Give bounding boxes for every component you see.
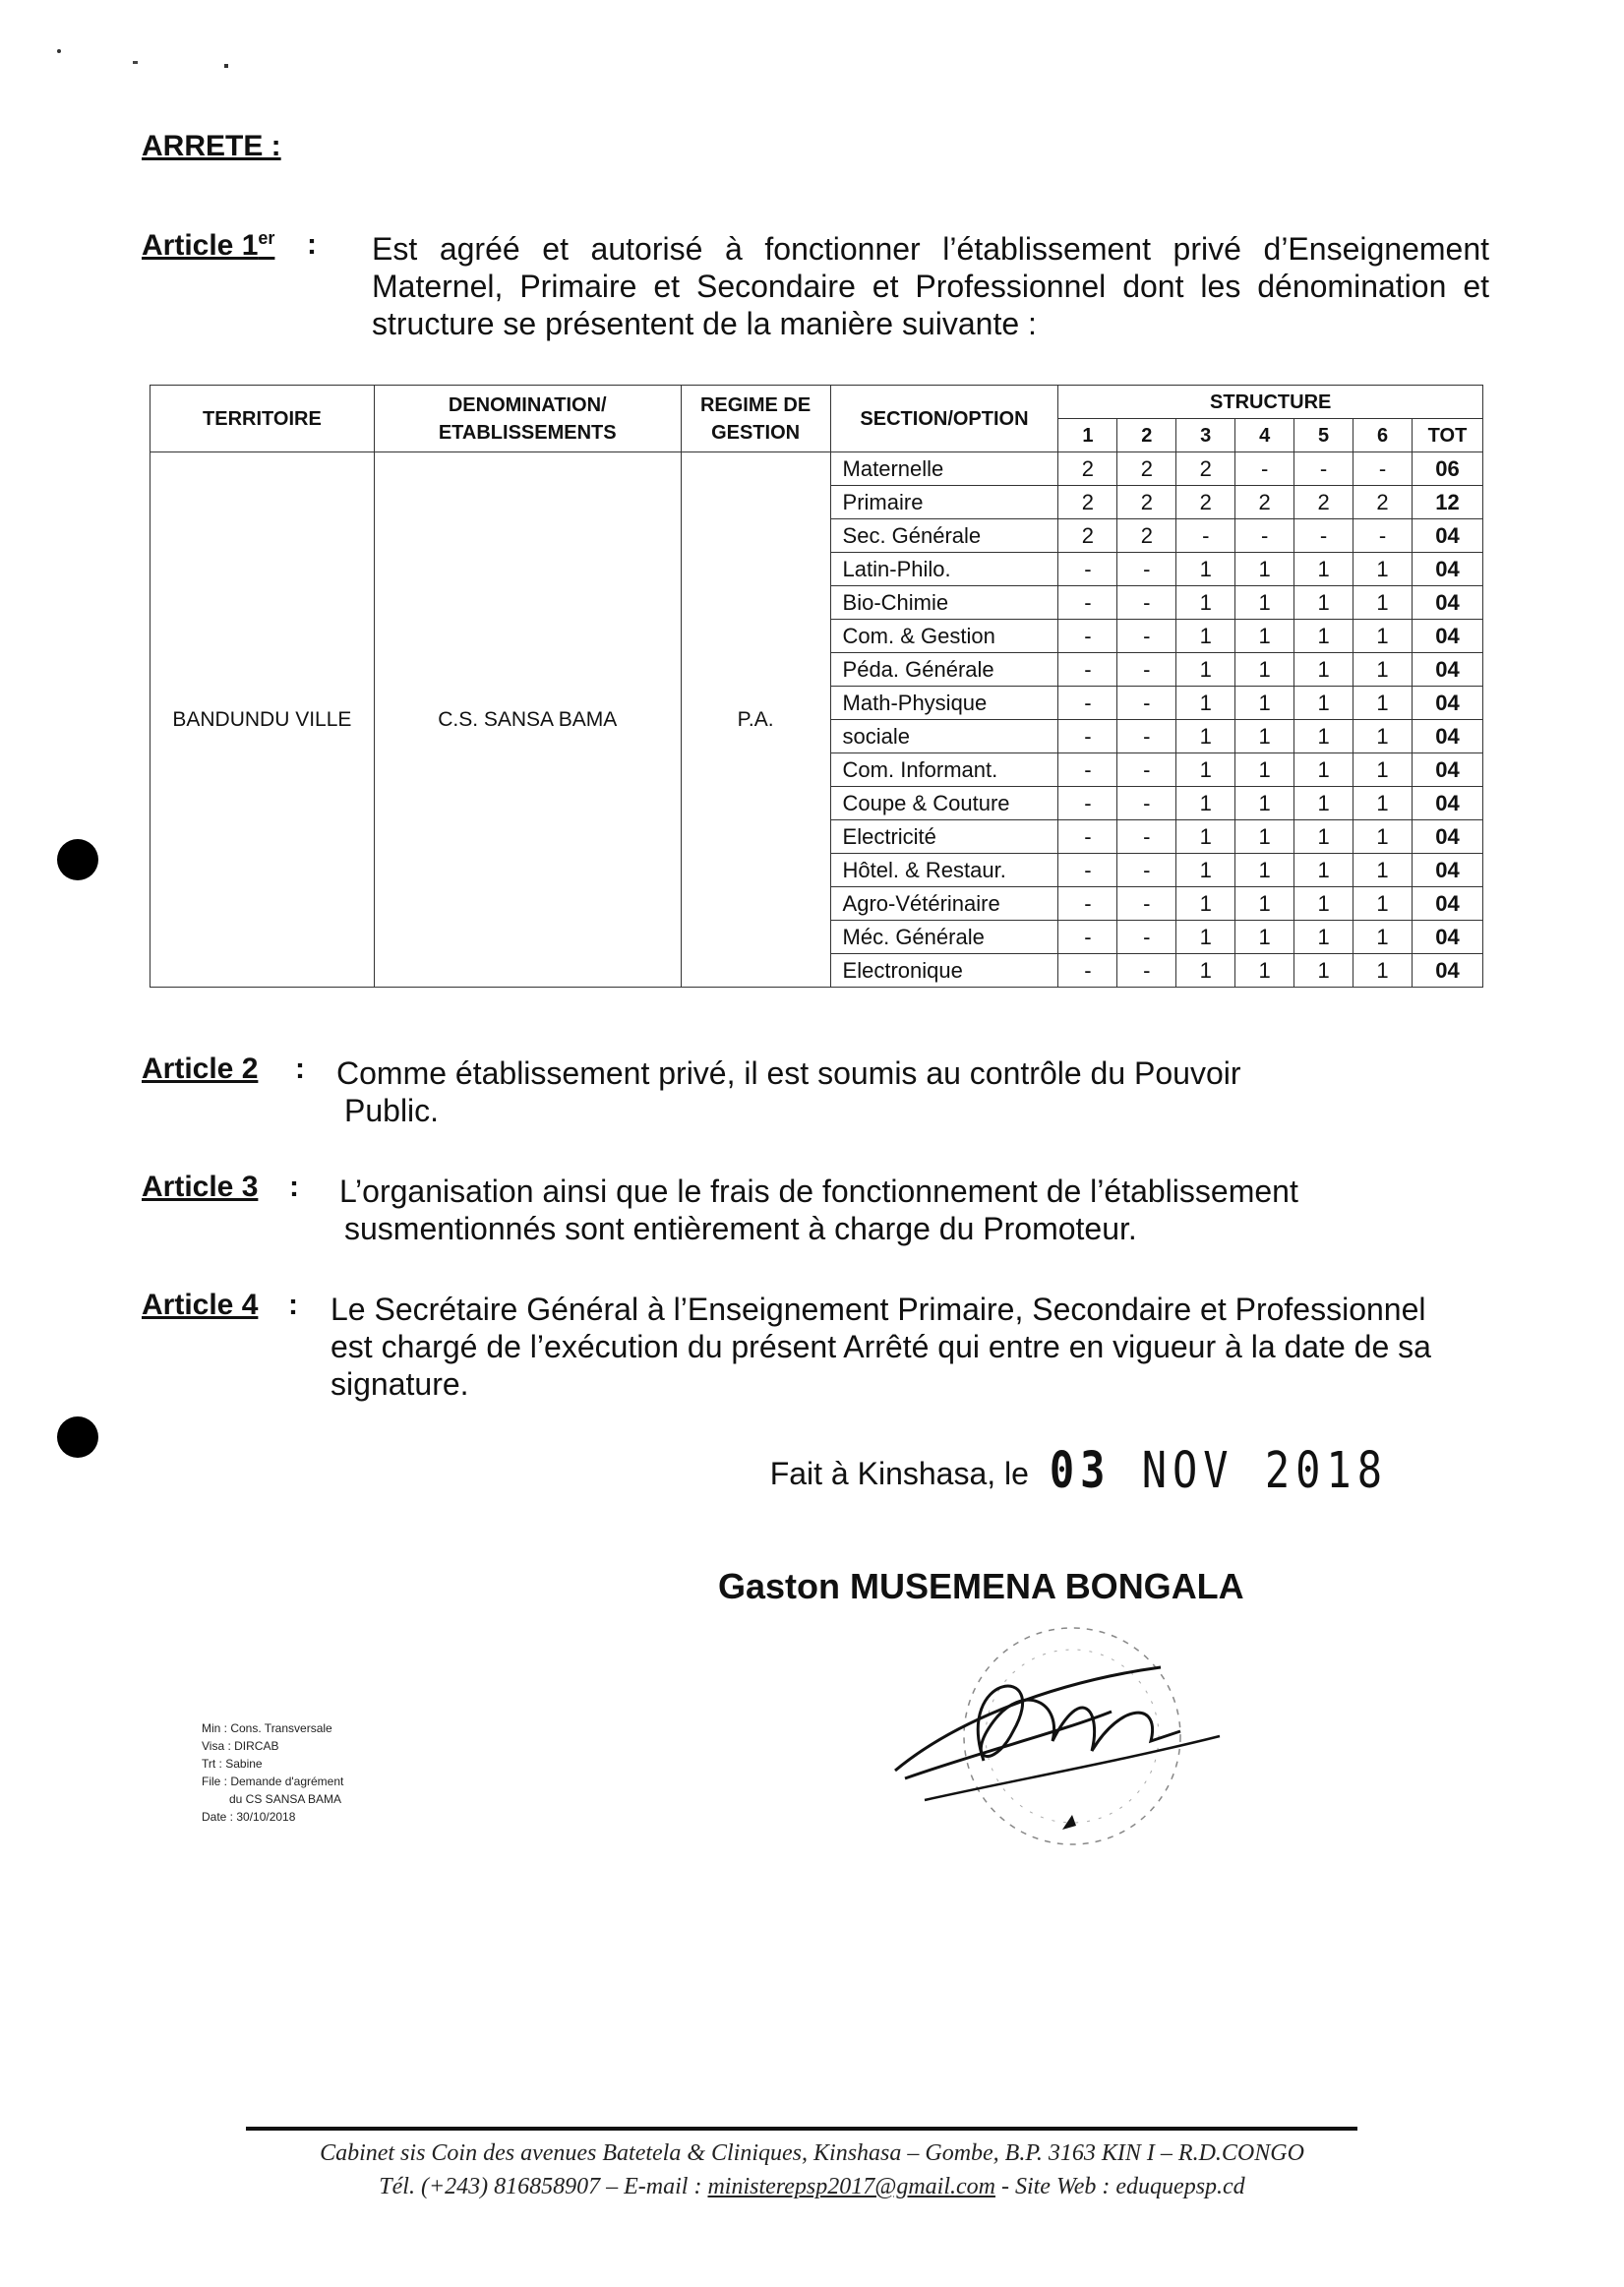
section-cell: Agro-Vétérinaire xyxy=(830,887,1058,921)
total-cell: 04 xyxy=(1412,586,1482,620)
total-cell: 04 xyxy=(1412,553,1482,586)
ref-file: File : Demande d'agrément xyxy=(202,1775,344,1788)
structure-cell: 1 xyxy=(1294,653,1353,687)
structure-cell: - xyxy=(1058,887,1117,921)
structure-cell: 2 xyxy=(1176,486,1235,519)
total-cell: 04 xyxy=(1412,653,1482,687)
structure-cell: 1 xyxy=(1294,820,1353,854)
header-territoire: TERRITOIRE xyxy=(150,386,375,452)
ref-date: Date : 30/10/2018 xyxy=(202,1810,296,1824)
section-cell: Sec. Générale xyxy=(830,519,1058,553)
section-cell: Coupe & Couture xyxy=(830,787,1058,820)
article-3-line: L’organisation ainsi que le frais de fonctionnement de l’établissement xyxy=(339,1174,1298,1209)
table-row xyxy=(150,452,1483,486)
structure-cell: 1 xyxy=(1235,954,1294,988)
structure-cell: - xyxy=(1117,586,1176,620)
structure-cell: 1 xyxy=(1235,687,1294,720)
header-structure: STRUCTURE xyxy=(1058,386,1483,419)
section-cell: Hôtel. & Restaur. xyxy=(830,854,1058,887)
structure-cell: 1 xyxy=(1235,620,1294,653)
total-cell: 04 xyxy=(1412,687,1482,720)
section-cell: Primaire xyxy=(830,486,1058,519)
structure-cell: 1 xyxy=(1294,854,1353,887)
structure-cell: 1 xyxy=(1176,653,1235,687)
structure-cell: - xyxy=(1117,787,1176,820)
structure-cell: 1 xyxy=(1176,887,1235,921)
structure-cell: 2 xyxy=(1353,486,1413,519)
section-cell: Latin-Philo. xyxy=(830,553,1058,586)
structure-cell: 1 xyxy=(1294,753,1353,787)
header-section: SECTION/OPTION xyxy=(830,386,1058,452)
structure-cell: 1 xyxy=(1353,620,1413,653)
date-stamp: 03 NOV 2018 xyxy=(1049,1441,1388,1499)
structure-cell: 1 xyxy=(1235,653,1294,687)
footer-contact: Tél. (+243) 816858907 – E-mail : ministerepsp2017@gmail.com - Site Web : eduquepsp.cd xyxy=(379,2174,1245,2199)
total-cell: 04 xyxy=(1412,820,1482,854)
total-cell: 04 xyxy=(1412,753,1482,787)
structure-cell: - xyxy=(1117,887,1176,921)
structure-cell: 1 xyxy=(1294,687,1353,720)
structure-cell: - xyxy=(1117,620,1176,653)
structure-cell: - xyxy=(1117,954,1176,988)
article-3-line: susmentionnés sont entièrement à charge du Promoteur. xyxy=(344,1211,1137,1246)
article-1-colon: : xyxy=(307,228,317,261)
structure-cell: 1 xyxy=(1353,720,1413,753)
structure-cell: - xyxy=(1353,519,1413,553)
structure-cell: 1 xyxy=(1235,787,1294,820)
article-4-colon: : xyxy=(288,1289,298,1321)
structure-cell: - xyxy=(1117,687,1176,720)
structure-cell: 1 xyxy=(1353,820,1413,854)
structure-cell: - xyxy=(1058,620,1117,653)
footer-email[interactable]: ministerepsp2017@gmail.com xyxy=(707,2174,995,2199)
structure-cell: 1 xyxy=(1235,553,1294,586)
structure-cell: - xyxy=(1117,653,1176,687)
structure-cell: - xyxy=(1058,854,1117,887)
structure-cell: 2 xyxy=(1117,452,1176,486)
place-date xyxy=(769,1441,1388,1499)
article-1-text: Est agréé et autorisé à fonctionner l’établissement privé d’Enseignement Maternel, Primaire et Secondaire et Professionnel dont les dénomination et structure se présentent de la manière suivante : xyxy=(372,231,1489,341)
footer-rule xyxy=(246,2127,1357,2131)
structure-cell: 1 xyxy=(1176,854,1235,887)
total-cell: 04 xyxy=(1412,519,1482,553)
total-cell: 04 xyxy=(1412,720,1482,753)
header-regime: REGIME DE GESTION xyxy=(681,386,830,452)
structure-cell: - xyxy=(1235,452,1294,486)
header-col: 4 xyxy=(1235,419,1294,452)
structure-cell: 2 xyxy=(1294,486,1353,519)
structure-cell: - xyxy=(1117,753,1176,787)
section-cell: Bio-Chimie xyxy=(830,586,1058,620)
structure-cell: - xyxy=(1353,452,1413,486)
structure-cell: 1 xyxy=(1353,921,1413,954)
article-4-line: est chargé de l’exécution du présent Arrêté qui entre en vigueur à la date de sa xyxy=(331,1329,1431,1364)
header-col: 6 xyxy=(1353,419,1413,452)
punch-hole xyxy=(57,1416,98,1458)
structure-cell: 1 xyxy=(1353,653,1413,687)
structure-cell: - xyxy=(1117,921,1176,954)
section-cell: Com. & Gestion xyxy=(830,620,1058,653)
structure-cell: 1 xyxy=(1176,921,1235,954)
structure-cell: 1 xyxy=(1176,954,1235,988)
signer-name: Gaston MUSEMENA BONGALA xyxy=(718,1566,1244,1606)
structure-cell: - xyxy=(1058,954,1117,988)
structure-cell: 1 xyxy=(1294,620,1353,653)
total-cell: 04 xyxy=(1412,787,1482,820)
structure-cell: - xyxy=(1235,519,1294,553)
section-cell: Maternelle xyxy=(830,452,1058,486)
signature-seal xyxy=(866,1613,1279,1869)
structure-cell: - xyxy=(1176,519,1235,553)
header-col: 2 xyxy=(1117,419,1176,452)
ref-trt: Trt : Sabine xyxy=(202,1757,263,1771)
structure-cell: 1 xyxy=(1353,687,1413,720)
structure-cell: 1 xyxy=(1353,553,1413,586)
structure-cell: - xyxy=(1058,820,1117,854)
header-denomination: DENOMINATION/ ETABLISSEMENTS xyxy=(374,386,681,452)
article-3-colon: : xyxy=(289,1171,299,1203)
structure-cell: - xyxy=(1058,921,1117,954)
structure-cell: 1 xyxy=(1294,720,1353,753)
structure-cell: 2 xyxy=(1058,486,1117,519)
structure-cell: 1 xyxy=(1294,954,1353,988)
territoire-cell: BANDUNDU VILLE xyxy=(150,452,375,988)
structure-cell: 2 xyxy=(1176,452,1235,486)
total-cell: 04 xyxy=(1412,887,1482,921)
structure-cell: 1 xyxy=(1176,753,1235,787)
section-cell: Electronique xyxy=(830,954,1058,988)
structure-cell: 1 xyxy=(1235,753,1294,787)
reference-block xyxy=(202,1719,343,1826)
section-cell: Com. Informant. xyxy=(830,753,1058,787)
section-cell: Méc. Générale xyxy=(830,921,1058,954)
structure-cell: 1 xyxy=(1294,887,1353,921)
article-2-line: Public. xyxy=(344,1093,440,1128)
structure-cell: - xyxy=(1058,553,1117,586)
structure-cell: 1 xyxy=(1176,820,1235,854)
structure-cell: 1 xyxy=(1353,787,1413,820)
regime-cell: P.A. xyxy=(681,452,830,988)
total-cell: 04 xyxy=(1412,854,1482,887)
place-text: Fait à Kinshasa, le xyxy=(769,1456,1029,1491)
structure-cell: - xyxy=(1058,753,1117,787)
header-col: 5 xyxy=(1294,419,1353,452)
structure-cell: 1 xyxy=(1235,921,1294,954)
structure-cell: - xyxy=(1058,787,1117,820)
structure-cell: - xyxy=(1117,854,1176,887)
article-4-line: signature. xyxy=(331,1366,469,1402)
article-2-label: Article 2 xyxy=(142,1053,259,1085)
section-cell: Electricité xyxy=(830,820,1058,854)
total-cell: 04 xyxy=(1412,620,1482,653)
header-col: TOT xyxy=(1412,419,1482,452)
structure-table xyxy=(150,385,1483,988)
structure-cell: - xyxy=(1117,820,1176,854)
section-cell: Math-Physique xyxy=(830,687,1058,720)
structure-cell: 1 xyxy=(1294,553,1353,586)
article-1-label: Article 1er xyxy=(142,228,275,262)
scan-speck xyxy=(133,61,138,64)
total-cell: 04 xyxy=(1412,954,1482,988)
structure-cell: 1 xyxy=(1176,787,1235,820)
structure-cell: 1 xyxy=(1176,687,1235,720)
section-cell: sociale xyxy=(830,720,1058,753)
structure-cell: 1 xyxy=(1235,820,1294,854)
structure-cell: 1 xyxy=(1353,854,1413,887)
structure-cell: - xyxy=(1058,720,1117,753)
header-col: 1 xyxy=(1058,419,1117,452)
header-col: 3 xyxy=(1176,419,1235,452)
total-cell: 06 xyxy=(1412,452,1482,486)
structure-cell: 1 xyxy=(1235,720,1294,753)
structure-cell: 1 xyxy=(1353,586,1413,620)
structure-cell: - xyxy=(1117,720,1176,753)
article-2-colon: : xyxy=(295,1053,305,1085)
structure-cell: - xyxy=(1058,586,1117,620)
structure-cell: 1 xyxy=(1353,753,1413,787)
structure-cell: 1 xyxy=(1176,553,1235,586)
structure-cell: 1 xyxy=(1176,620,1235,653)
ref-file-2: du CS SANSA BAMA xyxy=(229,1792,342,1806)
structure-cell: 1 xyxy=(1235,887,1294,921)
structure-cell: 2 xyxy=(1235,486,1294,519)
structure-cell: 1 xyxy=(1176,586,1235,620)
total-cell: 12 xyxy=(1412,486,1482,519)
article-3-label: Article 3 xyxy=(142,1171,259,1203)
section-cell: Péda. Générale xyxy=(830,653,1058,687)
structure-cell: 2 xyxy=(1117,519,1176,553)
ref-min: Min : Cons. Transversale xyxy=(202,1721,332,1735)
ref-visa: Visa : DIRCAB xyxy=(202,1739,279,1753)
structure-cell: 1 xyxy=(1294,586,1353,620)
structure-cell: - xyxy=(1294,519,1353,553)
punch-hole xyxy=(57,839,98,880)
decree-heading: ARRETE : xyxy=(142,130,281,162)
structure-cell: - xyxy=(1058,653,1117,687)
article-4-label: Article 4 xyxy=(142,1289,259,1321)
structure-cell: 1 xyxy=(1294,787,1353,820)
structure-cell: 2 xyxy=(1117,486,1176,519)
denomination-cell: C.S. SANSA BAMA xyxy=(374,452,681,988)
article-4-line: Le Secrétaire Général à l’Enseignement Primaire, Secondaire et Professionnel xyxy=(331,1292,1426,1327)
structure-cell: - xyxy=(1058,687,1117,720)
structure-cell: 1 xyxy=(1235,586,1294,620)
total-cell: 04 xyxy=(1412,921,1482,954)
structure-cell: 1 xyxy=(1353,887,1413,921)
scan-speck xyxy=(57,49,61,53)
structure-cell: - xyxy=(1117,553,1176,586)
article-2-line: Comme établissement privé, il est soumis au contrôle du Pouvoir xyxy=(336,1055,1241,1091)
structure-cell: 2 xyxy=(1058,519,1117,553)
structure-cell: - xyxy=(1294,452,1353,486)
structure-cell: 1 xyxy=(1176,720,1235,753)
structure-cell: 1 xyxy=(1235,854,1294,887)
structure-cell: 2 xyxy=(1058,452,1117,486)
structure-cell: 1 xyxy=(1353,954,1413,988)
footer-address: Cabinet sis Coin des avenues Batetela & Cliniques, Kinshasa – Gombe, B.P. 3163 KIN I – R.D.CONGO xyxy=(320,2140,1304,2166)
scan-speck xyxy=(224,64,228,68)
structure-cell: 1 xyxy=(1294,921,1353,954)
